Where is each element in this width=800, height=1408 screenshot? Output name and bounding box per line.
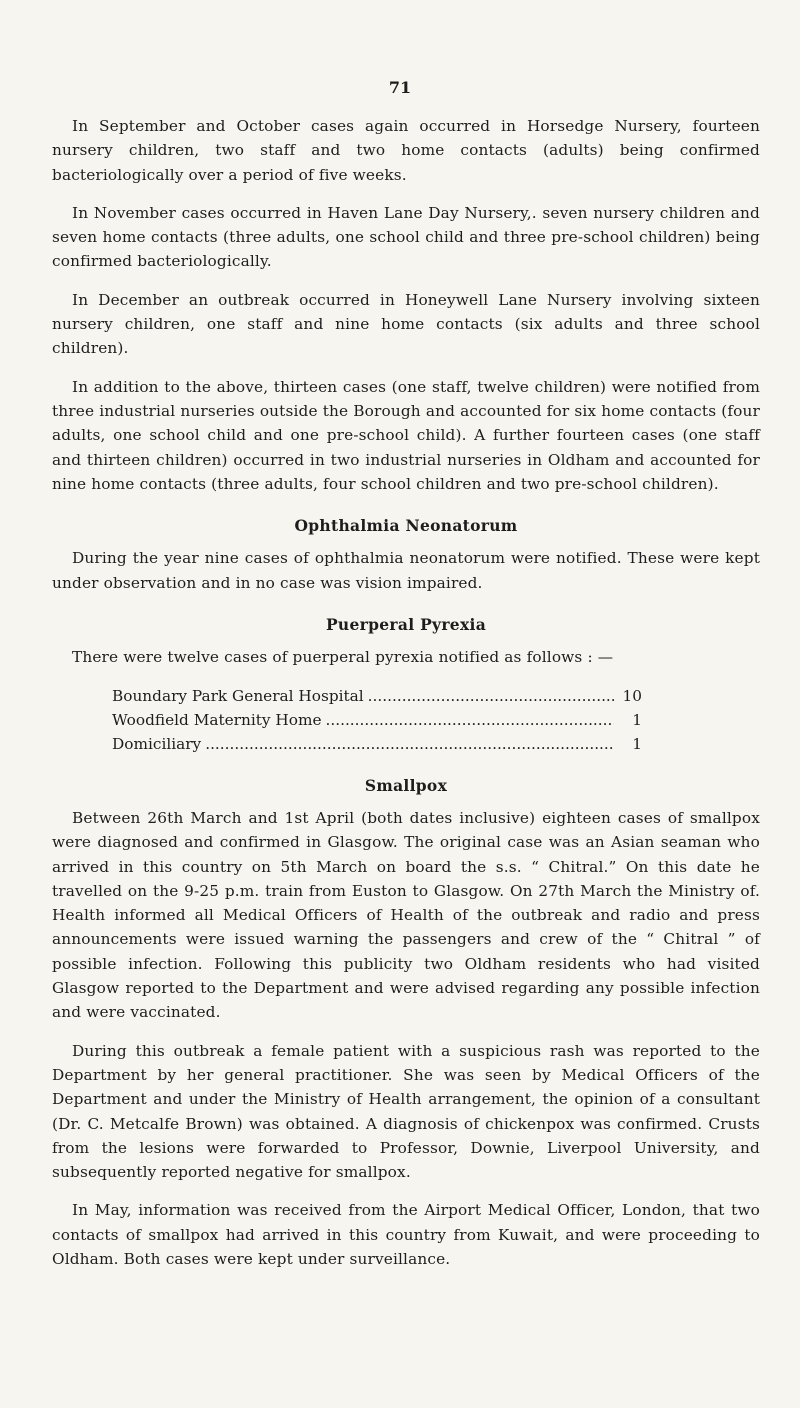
page-number: 71 (388, 78, 412, 97)
heading-ophthalmia: Ophthalmia Neonatorum (294, 516, 518, 536)
paragraph-horsedge: In September and October cases again occurred in Horsedge Nursery, fourteen nursery children, two staff and two home contacts (adults) being confirmed bacteriologically over a period of five weeks. (52, 117, 760, 184)
paragraph-smallpox-chickenpox: During this outbreak a female patient with a suspicious rash was reported to the Department by her general practitioner. She was seen by Medical Officers of the Department and under the Ministry of Health arrangement, the opinion of a consultant (Dr. C. Metcalfe Brown) was obtained. A diagnosis of chickenpox was confirmed. Crusts from the lesions were forwarded to Professor, Downie, Liverpool University, and subsequently reported negative for smallpox. (52, 1041, 760, 1182)
paragraph-smallpox-kuwait: In May, information was received from the Airport Medical Officer, London, that two contacts of smallpox had arrived in this country from Kuwait, and were proceeding to Oldham. Both cases were kept under surveillance. (52, 1201, 760, 1268)
pyrexia-list (52, 684, 760, 756)
paragraph-industrial-nurseries: In addition to the above, thirteen cases (one staff, twelve children) were notified from three industrial nurseries outside the Borough and accounted for six home contacts (four adults, one school child and one pre-school child). A further fourteen cases (one staff and thirteen children) occurred in two industrial nurseries in Oldham and accounted for nine home contacts (three adults, four school children and two pre-school children). (52, 377, 760, 493)
paragraph-honeywell-lane: In December an outbreak occurred in Honeywell Lane Nursery involving sixteen nursery children, one staff and nine home contacts (six adults and three school children). (52, 290, 760, 358)
leader-dots (326, 708, 615, 732)
list-item-count: 1 (632, 710, 642, 729)
paragraph-haven-lane: In November cases occurred in Haven Lane Day Nursery,. seven nursery children and seven home contacts (three adults, one school child and three pre-school children) being confirmed bacteriologically. (52, 203, 760, 271)
list-item-count: 1 (632, 734, 642, 753)
leader-dots (205, 732, 614, 756)
paragraph-smallpox-glasgow: Between 26th March and 1st April (both dates inclusive) eighteen cases of smallpox were diagnosed and confirmed in Glasgow. The original case was an Asian seaman who arrived in this country on 5th March on board the s.s. “ Chitral.” On this date he travelled on the 9-25 p.m. train from Euston to Glasgow. On 27th March the Ministry of. Health informed all Medical Officers of Health of the outbreak and radio and press announcements were issued warning the passengers and crew of the “ Chitral ” of possible infection. Following this publicity two Oldham residents who had visited Glasgow reported to the Department and were advised regarding any possible infection and were vaccinated. (52, 808, 760, 1022)
list-item (112, 684, 642, 708)
heading-pyrexia: Puerperal Pyrexia (325, 615, 487, 635)
list-item (112, 708, 642, 732)
list-item-label: Boundary Park General Hospital (112, 686, 364, 705)
leader-dots (368, 684, 614, 708)
paragraph-pyrexia-intro: There were twelve cases of puerperal pyrexia notified as follows : — (72, 648, 614, 667)
list-item-count: 10 (622, 686, 642, 705)
list-item-label: Domiciliary (112, 734, 202, 753)
paragraph-ophthalmia: During the year nine cases of ophthalmia neonatorum were notified. These were kept under observation and in no case was vision impaired. (52, 549, 760, 592)
list-item-label: Woodfield Maternity Home (112, 710, 322, 729)
heading-smallpox: Smallpox (364, 775, 448, 795)
list-item (112, 732, 642, 756)
